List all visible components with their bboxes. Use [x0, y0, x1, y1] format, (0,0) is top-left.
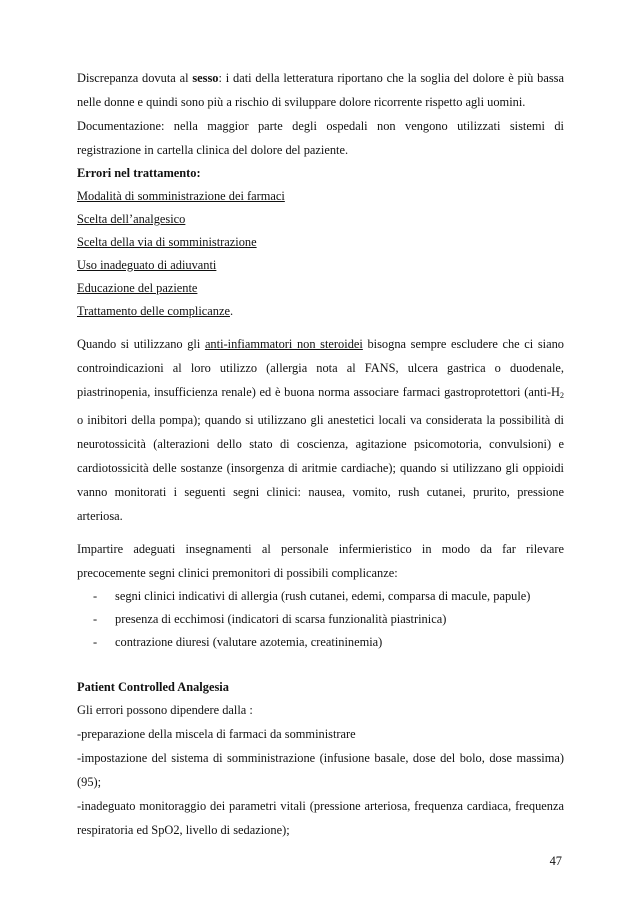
pca-intro: Gli errori possono dipendere dalla :	[77, 703, 253, 717]
term-nsaid: anti-infiammatori non steroidei	[204, 337, 363, 351]
page-number: 47	[549, 854, 562, 868]
pca-item: -preparazione della miscela di farmaci da somministrare	[77, 727, 356, 741]
signs-list	[77, 585, 564, 654]
list-item: - contrazione diuresi (valutare azotemia, creatininemia)	[93, 635, 383, 649]
paragraph-nsaid: Quando si utilizzano gli anti-infiammatori non steroidei bisogna sempre escludere che ci siano controindicazioni al loro utilizzo (allergia nota al FANS, ulcera gastrica o duodenale, piastrinopenia, insufficienza renale) ed è buona norma associare farmaci gastroprotettori ($anti-H_2$ o inibitori della pompa); quando si utilizzano gli anestetici locali va considerata la possibilità di neurotossicità (alterazioni dello stato di coscienza, agitazione psicomotoria, convulsioni) e cardiotossicità delle sostanze (insorgenza di aritmie cardiache); quando si utilizzano gli oppioidi vanno monitorati i seguenti segni clinici: nausea, vomito, rush cutanei, prurito, pressione arteriosa.	[77, 337, 564, 523]
error-item: Modalità di somministrazione dei farmaci	[77, 189, 285, 203]
paragraph-documentation: Documentazione: nella maggior parte degli ospedali non vengono utilizzati sistemi di registrazione in cartella clinica del dolore del paziente.	[77, 119, 564, 157]
paragraph-sex-discrepancy: Discrepanza dovuta al sesso: i dati della letteratura riportano che la soglia del dolore è più bassa nelle donne e quindi sono più a rischio di sviluppare dolore ricorrente rispetto agli uomini.	[77, 71, 564, 109]
term-sesso: sesso	[192, 71, 219, 85]
list-item: - presenza di ecchimosi (indicatori di scarsa funzionalità piastrinica)	[93, 612, 447, 626]
pca-item: -inadeguato monitoraggio dei parametri vitali (pressione arteriosa, frequenza cardiaca, frequenza respiratoria ed SpO2, livello di sedazione);	[77, 799, 564, 837]
error-item: Scelta della via di somministrazione	[77, 235, 257, 249]
error-item: Trattamento delle complicanze	[77, 304, 230, 318]
error-item: Uso inadeguato di adiuvanti	[77, 258, 217, 272]
errors-heading: Errori nel trattamento:	[77, 166, 201, 180]
pca-heading: Patient Controlled Analgesia	[77, 680, 229, 694]
error-item: Educazione del paziente	[77, 281, 198, 295]
list-item: - segni clinici indicativi di allergia (rush cutanei, edemi, comparsa di macule, papule)	[93, 589, 531, 603]
error-item: Scelta dell’analgesico	[77, 212, 186, 226]
paragraph-training: Impartire adeguati insegnamenti al personale infermieristico in modo da far rilevare precocemente segni clinici premonitori di possibili complicanze:	[77, 542, 564, 580]
pca-item: -impostazione del sistema di somministrazione (infusione basale, dose del bolo, dose massima) (95);	[77, 751, 564, 789]
page-content: Discrepanza dovuta al sesso: i dati della letteratura riportano che la soglia del dolore è più bassa nelle donne e quindi sono più a rischio di sviluppare dolore ricorrente rispetto agli uomini. Documentazione: nella maggior parte degli ospedali non vengono utilizzati sistemi di registrazione in cartella clinica del dolore del paziente. Errori nel trattamento: Modalità di somministrazione dei farmaci Scelta dell’analgesico Scelta della via di somministrazione Uso inadeguato di adiuvanti Educazione del paziente Trattamento delle complicanze. Quando si utilizzano gli anti-infiammatori non steroidei bisogna sempre escludere che ci siano controindicazioni al loro utilizzo (allergia nota al FANS, ulcera gastrica o duodenale, piastrinopenia, insufficienza renale) ed è buona norma associare farmaci gastroprotettori ($anti-H_2$ o inibitori della pompa); quando si utilizzano gli anestetici locali va considerata la possibilità di neurotossicità (alterazioni dello stato di coscienza, agitazione psicomotoria, convulsioni) e cardiotossicità delle sostanze (insorgenza di aritmie cardiache); quando si utilizzano gli oppioidi vanno monitorati i seguenti segni clinici: nausea, vomito, rush cutanei, prurito, pressione arteriosa. Impartire adeguati insegnamenti al personale infermieristico in modo da far rilevare precocemente segni clinici premonitori di possibili complicanze: - segni clinici indicativi di allergia (rush cutanei, edemi, comparsa di macule, papule) - presenza di ecchimosi (indicatori di scarsa funzionalità piastrinica) - contrazione diuresi (valutare azotemia, creatininemia) Patient Controlled Analgesia Gli errori possono dipendere dalla : -preparazione della miscela di farmaci da somministrare -impostazione del sistema di somministrazione (infusione basale, dose del bolo, dose massima) (95); -inadeguato monitoraggio dei parametri vitali (pressione arteriosa, frequenza cardiaca, frequenza respiratoria ed SpO2, livello di sedazione);	[77, 66, 564, 842]
